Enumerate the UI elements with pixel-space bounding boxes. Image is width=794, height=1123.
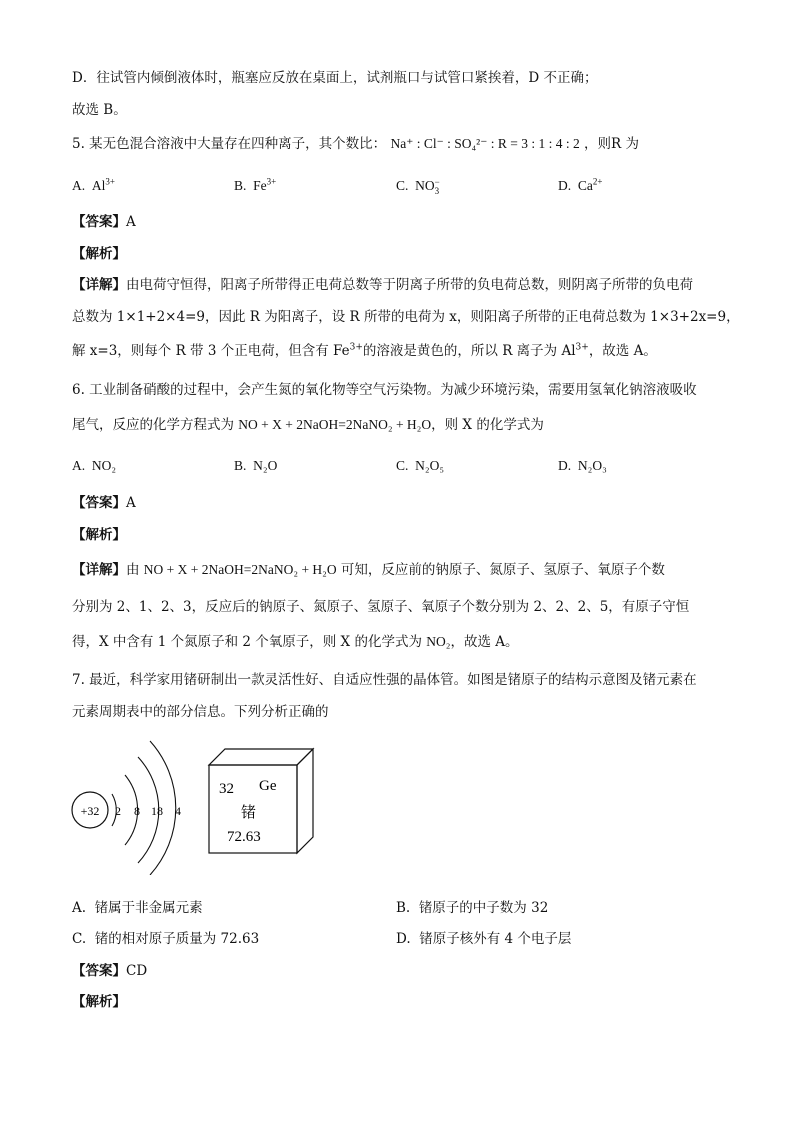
q6-option-d: D. N₂O₃	[558, 458, 607, 473]
q5-stem	[72, 134, 639, 154]
nucleus-charge: +32	[80, 804, 100, 818]
q7-answer: 【答案】CD	[72, 963, 148, 979]
germanium-element-cell	[205, 745, 317, 857]
germanium-atom-diagram	[70, 735, 200, 875]
q5-ratio: Na⁺ : Cl⁻ : SO₄²⁻ : R = 3 : 1 : 4 : 2	[390, 136, 580, 151]
q6-detail-line-3: 得，X 中含有 1 个氮原子和 2 个氧原子，则 X 的化学式为 NO₂，故选 A。	[72, 634, 519, 650]
q6-stem-line-2: 尾气，反应的化学方程式为 NO + X + 2NaOH=2NaNO₂ + H₂O，则 X 的化学式为	[72, 417, 544, 433]
q6-option-c: C. N₂O₅	[396, 458, 445, 473]
q7-stem-line-1: 7. 最近，科学家用锗研制出一款灵活性好、自适应性强的晶体管。如图是锗原子的结构示意图及锗元素在	[72, 672, 697, 688]
q7-option-c: C. 锗的相对原子质量为 72.63	[72, 931, 260, 947]
q6-option-a: A. NO₂	[72, 458, 117, 473]
cell-side-face	[297, 749, 313, 853]
element-symbol: Ge	[259, 778, 277, 794]
element-name: 锗	[241, 805, 257, 821]
q6-detail-line-2: 分别为 2、1、2、3，反应后的钠原子、氮原子、氢原子、氧原子个数分别为 2、2、2、5，有原子守恒	[72, 599, 690, 615]
q6-answer: 【答案】A	[72, 495, 136, 511]
q7-analysis-label: 【解析】	[72, 994, 126, 1010]
shell-1-electrons: 2	[115, 804, 121, 818]
q5-detail-line-2: 总数为 1×1+2×4=9，因此 R 为阳离子，设 R 所带的电荷为 x，则阳离子所带的正电荷总数为 1×3+2x=9，	[72, 309, 740, 325]
q5-option-b: B. $Fe^{3+}$	[234, 176, 277, 193]
cell-top-face	[209, 749, 313, 765]
q6-analysis-label: 【解析】	[72, 527, 126, 543]
q6-option-b: B. N₂O	[234, 458, 278, 473]
q7-option-d: D. 锗原子核外有 4 个电子层	[396, 931, 572, 947]
shell-3-electrons: 18	[151, 804, 163, 818]
q7-option-a: A. 锗属于非金属元素	[72, 900, 203, 916]
q5-option-d: D. $Ca^{2+}$	[558, 176, 603, 193]
shell-2-electrons: 8	[134, 804, 140, 818]
q5-option-c: C. NO − 3	[396, 176, 440, 196]
q6-equation: NO + X + 2NaOH=2NaNO₂ + H₂O	[238, 417, 432, 432]
shell-4-electrons: 4	[175, 804, 181, 818]
q5-answer: 【答案】A	[72, 214, 136, 230]
q6-stem-line-1: 6. 工业制备硝酸的过程中，会产生氮的氧化物等空气污染物。为减少环境污染，需要用氢氧化钠溶液吸收	[72, 382, 697, 398]
q7-stem-line-2: 元素周期表中的部分信息。下列分析正确的	[72, 704, 329, 720]
q5-detail-line-3: 解 x=3，则每个 R 带 3 个正电荷，但含有 $Fe^{3+}$的溶液是黄色的，所以 R 离子为 $Al^{3+}$，故选 A。	[72, 342, 657, 359]
q4-option-d-explanation: D．往试管内倾倒液体时，瓶塞应反放在桌面上，试剂瓶口与试管口紧挨着，D 不正确；	[72, 70, 598, 86]
atomic-number: 32	[219, 781, 234, 797]
q6-detail-line-1: 【详解】由 NO + X + 2NaOH=2NaNO₂ + H₂O 可知，反应前的钠原子、氮原子、氢原子、氧原子个数	[72, 562, 665, 578]
atomic-mass: 72.63	[227, 829, 261, 845]
q5-detail-line-1: 【详解】由电荷守恒得，阳离子所带得正电荷总数等于阴离子所带的负电荷总数，则阴离子所带的负电荷	[72, 277, 693, 293]
q5-option-a: A. $Al^{3+}$	[72, 176, 115, 193]
q5-analysis-label: 【解析】	[72, 246, 126, 262]
q4-conclusion: 故选 B。	[72, 102, 127, 118]
q5-stem-text: 5. 某无色混合溶液中大量存在四种离子，其个数比：	[72, 136, 387, 152]
q5-stem-tail: ，则R 为	[584, 136, 639, 152]
q7-option-b: B. 锗原子的中子数为 32	[396, 900, 549, 916]
